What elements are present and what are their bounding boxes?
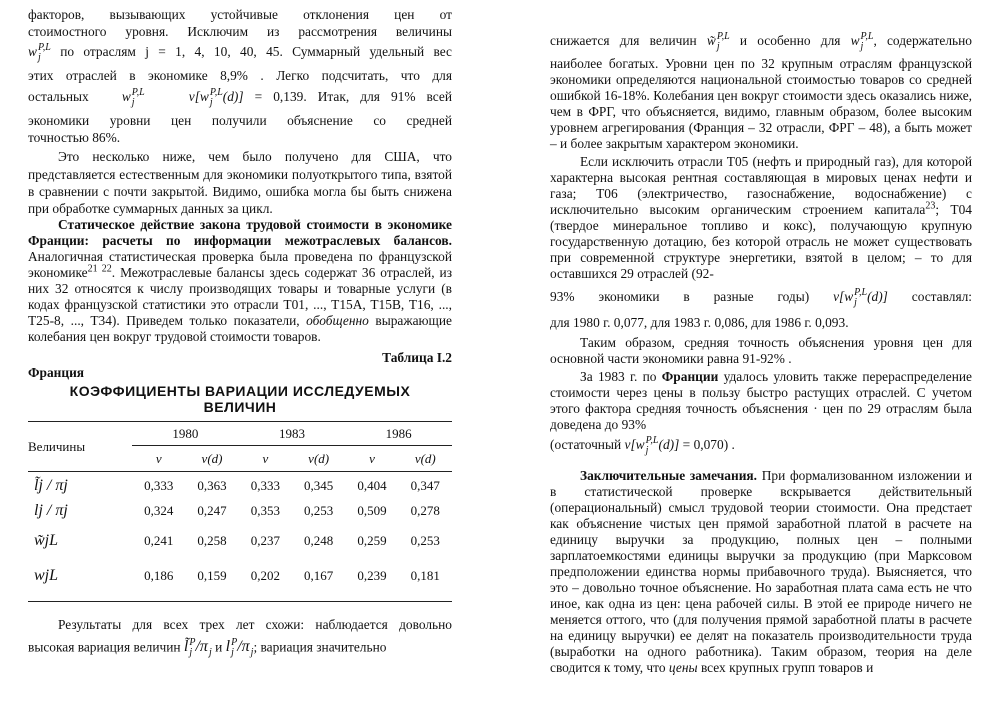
cell: 0,186: [144, 567, 174, 583]
right-paragraph-5-last: (остаточный v[w P,L j (d)] = 0,070) .: [550, 435, 735, 457]
sub-header: v(d): [399, 446, 452, 472]
right-paragraph-4: Таким образом, средняя точность объяснения уровня цен для основной части экономики равна 91-92% .: [550, 335, 972, 367]
paragraph-1-line-2: стоимостного уровня. Исключим из рассмотрения величины: [28, 24, 452, 40]
table-bottom-rule: [28, 593, 452, 602]
paragraph-4-line-2: высокая вариация величин l̃ P j /π j и l P j /π j ; вариация значительно: [28, 636, 387, 658]
row-label: lj / πj: [34, 501, 68, 519]
ratio-tilde-l: l̃ P j /π j: [183, 636, 212, 658]
right-paragraph-3-last: для 1980 г. 0,077, для 1983 г. 0,086, для 1986 г. 0,093.: [550, 315, 849, 330]
right-line-1: снижается для величин w̃ P,L j и особенно для w P,L j , содержательно: [550, 31, 972, 52]
paragraph-1-line-5: остальных w P,L j v[w P,L j (d)] = 0,139. Итак, для 91% всей: [28, 87, 452, 109]
sub-header: v: [345, 446, 398, 472]
cell: 0,324: [144, 502, 174, 518]
left-column: [28, 6, 452, 658]
cell: 0,278: [410, 502, 440, 518]
cell: 0,159: [197, 567, 227, 583]
year-1986: 1986: [345, 422, 452, 446]
right-paragraph-6: Заключительные замечания. При формализованном изложении и в статистической проверке вскрывается действительный (операциональный) смысл трудовой теории стоимости. Она предстает как объяснение чистых цен прямой заработной платой в расчете на единицу выручки за продукцию, полных цен – полными зарплатоемкостями единицы выручки за продукцию (при Марксовом предположении единства нормы прибавочного труда). Выясняется, что это – довольно точное объяснение. Но заработная плата сама есть не что иное, как одна из цен: цена рабочей силы. В этой ее природе ничего не меняется оттого, что (для получения прямой заработной платы в расчете на единицу выручки) ее делят на показатель производительности труда (выработки на одного работника). Таким образом, теория на деле сводится к тому, что цены всех крупных групп товаров и: [550, 468, 972, 676]
cell: 0,253: [304, 502, 334, 518]
cell: 0,167: [304, 567, 334, 583]
right-paragraph-5: За 1983 г. по Франции удалось уловить также перераспределение стоимости через цены в пользу быстро растущих отраслей. С учетом этого фактора средняя точность объяснения · цен по 29 отраслям была доведена до 93%: [550, 369, 972, 433]
cell: 0,404: [345, 472, 398, 499]
paragraph-3: Статическое действие закона трудовой стоимости в экономике Франции: расчеты по информации межотраслевых балансов. Аналогичная статистическая проверка была проведена по французской экономике$^{21 22}$. Межотраслевые балансы здесь содержат 36 отраслей, из них 32 относятся к числу производящих товары и товарные услуги (в кодах французской статистики это отрасли T01, ..., T15A, T15B, T16, ..., T25-8, ..., T34). Приведем только показатели, обобщенно выражающие колебания цен вокруг трудовой стоимости товаров.: [28, 216, 453, 344]
cell: 0,345: [292, 472, 345, 499]
paragraph-1-line-3: w P,L j по отраслям j = 1, 4, 10, 40, 45. Суммарный удельный вес: [28, 42, 452, 64]
sub-header: v: [239, 446, 292, 472]
ratio-l: l P j /π j: [225, 636, 254, 658]
sub-header: v: [132, 446, 185, 472]
right-paragraph-3: Если исключить отрасли T05 (нефть и природный газ), для которой характерна высокая рентная составляющая в мировых ценах нефти и газа; T06 (электричество, газоснабжение, водоснабжение) с исключительно высоким органическим строением капитала$^{23}$; T04 (твердое минеральное топливо и кокс), получающую крупную государственную дотацию, без которой отрасль не может существовать при современной структуре энергетики, взятой в целом; – то для оставшихся 29 отраслей (92-: [550, 154, 972, 281]
table-label: Таблица I.2: [382, 349, 452, 365]
cell: 0,363: [185, 472, 238, 499]
paragraph-1-line-4: этих отраслей в экономике 8,9% . Легко подсчитать, что для: [28, 68, 452, 84]
cell: 0,258: [197, 532, 227, 548]
table-title: КОЭФФИЦИЕНТЫ ВАРИАЦИИ ИССЛЕДУЕМЫХ ВЕЛИЧИН: [69, 383, 411, 416]
sub-header: v(d): [185, 446, 238, 472]
row-label: wjL: [34, 566, 59, 584]
right-paragraph-3-formula-line: 93% экономики в разные годы) v[w P,L j (d)] составлял:: [550, 287, 973, 308]
cell: 0,333: [239, 472, 292, 499]
year-1983: 1983: [239, 422, 346, 446]
table-row: [28, 523, 452, 559]
variance-expression: v[w P,L j (d)]: [188, 87, 244, 109]
paragraph-1-line-1: факторов, вызывающих устойчивые отклонения цен от: [28, 7, 452, 22]
cell: 0,237: [250, 532, 280, 548]
cell: 0,247: [197, 502, 227, 518]
sub-header: v(d): [292, 446, 345, 472]
cell: 0,509: [357, 502, 387, 518]
paragraph-4-line-1: Результаты для всех трех лет схожи: наблюдается довольно: [58, 616, 452, 632]
cell: 0,259: [357, 532, 387, 548]
table-country: Франция: [28, 364, 85, 380]
row-label: l̃j / πj: [28, 472, 132, 499]
paragraph-2: Это несколько ниже, чем было получено для США, что представляется естественным для экономики полуоткрытого типа, взятой в сравнении с почти закрытой. Видимо, ошибка могла бы быть снижена при обработке суммарных данных за цикл.: [28, 149, 452, 216]
paragraph-1-line-6: экономики уровни цен получили объяснение со средней: [28, 113, 452, 129]
cell: 0,253: [410, 532, 440, 548]
right-paragraph-2: наиболее богатых. Уровни цен по 32 крупным отраслям французской экономики определяются национальной стоимостью товаров со средней ошибкой 16-18%. Колебания цен вокруг стоимости здесь оказались ниже, чем в ФРГ, что объясняется, видимо, главным образом, более высоким уровнем агрегирования (Франция – 32 отрасли, ФРГ – 48), а быть может – и более закрытым характером экономики.: [550, 56, 972, 151]
cell: 0,248: [304, 532, 334, 548]
cell: 0,181: [410, 567, 440, 583]
cell: 0,353: [250, 502, 280, 518]
coefficients-table: [28, 421, 452, 602]
row-label: w̃jL: [34, 531, 59, 549]
table-row: [28, 472, 452, 499]
year-1980: 1980: [132, 422, 239, 446]
right-column: [550, 6, 972, 676]
paragraph-1-line-7: точностью 86%.: [28, 130, 121, 146]
cell: 0,241: [144, 532, 174, 548]
cell: 0,347: [399, 472, 452, 499]
table-row: [28, 559, 452, 593]
cell: 0,333: [132, 472, 185, 499]
w-symbol: w P,L j: [28, 42, 51, 64]
row-header: Величины: [28, 422, 132, 472]
cell: 0,202: [250, 567, 280, 583]
table-row: [28, 499, 452, 523]
cell: 0,239: [357, 567, 387, 583]
